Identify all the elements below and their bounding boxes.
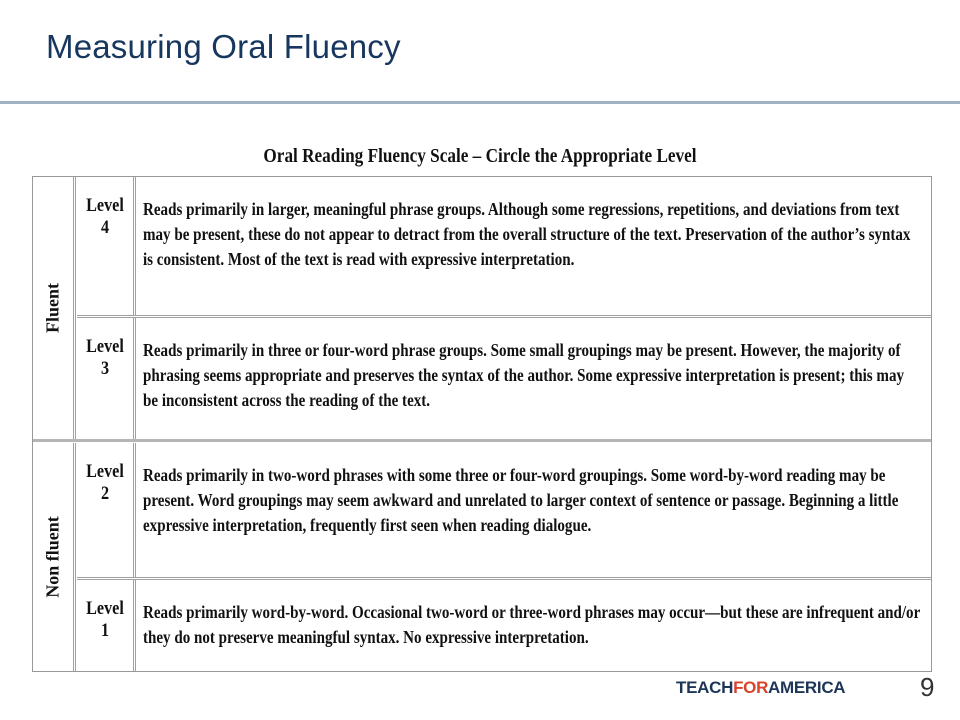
level-4-description: Reads primarily in larger, meaningful phrase groups. Although some regressions, repetitions, and deviations from text may be present, these do not appear to detract from the overall structure of the text. Preservation of the author’s syntax is consistent. Most of the text is read with expressive interpretation.	[143, 199, 911, 269]
level-2-description: Reads primarily in two-word phrases with some three or four-word groupings. Some word-by-word reading may be present. Word groupings may seem awkward and unrelated to larger context of sentence or passage. Beginning a little expressive interpretation, frequently first seen when reading dialogue.	[143, 465, 899, 535]
scale-title: Oral Reading Fluency Scale – Circle the Appropriate Level	[263, 145, 697, 167]
level-1-description-cell	[143, 600, 923, 650]
level-number: 4	[100, 217, 110, 238]
level-3-description: Reads primarily in three or four-word phrase groups. Some small groupings may be present. However, the majority of phrasing seems appropriate and preserves the syntax of the author. Some expressive interpretation is present; this may be inconsistent across the reading of the text.	[143, 340, 904, 410]
level-4-row	[77, 177, 931, 318]
nonfluent-group-label-cell	[33, 443, 76, 671]
level-word: Level	[86, 461, 124, 482]
nonfluent-group	[33, 443, 931, 671]
level-word: Level	[86, 195, 124, 216]
level-2-description-cell	[143, 463, 923, 538]
slide-title: Measuring Oral Fluency	[46, 28, 401, 65]
level-1-cell	[77, 580, 136, 671]
level-3-cell	[77, 318, 136, 439]
level-3-row	[77, 318, 931, 439]
level-4-description-cell	[143, 197, 923, 272]
page-number: 9	[920, 672, 935, 702]
level-number: 1	[100, 620, 110, 641]
level-word: Level	[86, 598, 124, 619]
group-divider	[33, 439, 931, 442]
level-3-description-cell	[143, 338, 923, 413]
title-rule	[0, 101, 960, 104]
level-number: 2	[100, 483, 110, 504]
fluent-group	[33, 177, 931, 439]
level-number: 3	[100, 358, 110, 379]
teach-for-america-logo: TEACHFORAMERICA	[676, 678, 846, 697]
fluent-group-label-cell	[33, 177, 76, 439]
level-1-row	[77, 580, 931, 671]
fluency-scale-table	[32, 176, 932, 672]
level-1-description: Reads primarily word-by-word. Occasional two-word or three-word phrases may occur—but these are infrequent and/or they do not preserve meaningful syntax. No expressive interpretation.	[143, 602, 920, 647]
level-2-row	[77, 443, 931, 580]
fluent-group-label: Fluent	[42, 282, 63, 334]
nonfluent-group-label: Non fluent	[42, 516, 63, 598]
level-word: Level	[86, 336, 124, 357]
level-2-cell	[77, 443, 136, 577]
level-4-cell	[77, 177, 136, 315]
